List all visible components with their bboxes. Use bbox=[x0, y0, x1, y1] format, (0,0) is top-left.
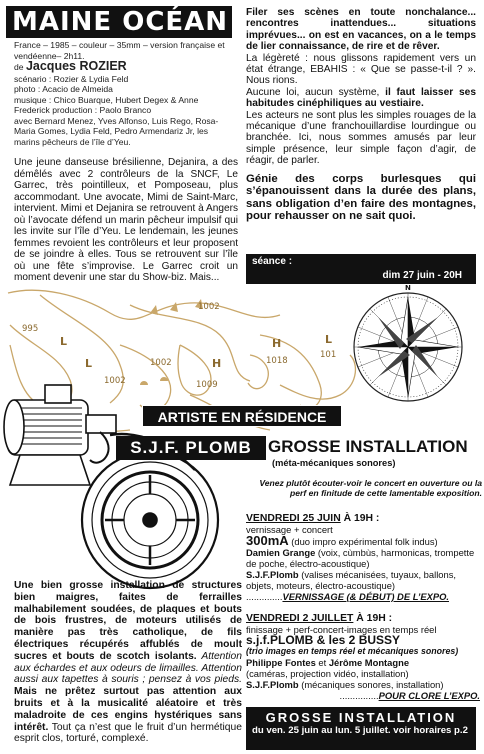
installation-headline: GROSSE INSTALLATION bbox=[268, 437, 468, 456]
isobar-label: 1002 bbox=[104, 376, 126, 386]
description-normal-1: Tout ça n’est que le fruit d’un hermétique esprit clos, torturé, complexé. bbox=[14, 721, 242, 745]
event-1-time: À 19H : bbox=[340, 513, 380, 524]
description-bold-1: Une bien grosse installation de structures bien maigres, faites de ferrailles malhabilement soudées, de plaques et bouts de bois frustres, de moteurs utilisés de manière pas très catholique, de fils électriques récupérés affublés de moult sucres et bouts de scotch isolants. bbox=[14, 580, 242, 662]
isobar-line bbox=[8, 290, 280, 319]
isobar-line bbox=[130, 305, 250, 381]
conjunction: et bbox=[315, 657, 329, 668]
performer-note: (mécaniques sonores, installation) bbox=[298, 679, 444, 690]
performer-name: 300mA bbox=[246, 533, 289, 548]
performer-note: (duo impro expérimental folk indus) bbox=[288, 536, 438, 547]
dot-leader: ............... bbox=[339, 690, 379, 701]
artist-in-residence-banner: ARTISTE EN RÉSIDENCE bbox=[142, 405, 342, 427]
event-1-performer-2 bbox=[246, 547, 480, 569]
event-1-type: vernissage + concert bbox=[246, 524, 333, 535]
film-details: France – 1985 – couleur – 35mm – version française et vendéenne– 2h11. bbox=[14, 40, 225, 61]
performer-name: Damien Grange bbox=[246, 547, 316, 558]
director-name: Jacques ROZIER bbox=[25, 59, 127, 73]
director-prefix: de bbox=[14, 62, 24, 72]
event-1-heading bbox=[246, 512, 480, 524]
film-crew-cast: scénario : Rozier & Lydia Feld photo : Acacio de Almeida musique : Chico Buarque, Hubert Degex & Anne Frederick production : Paolo Branco avec Bernard Menez, Yves Alfonso, Luis Rego, Rosa-Maria Gomes, Lydia Feld, Pedro Armendariz Jr, les marins pêcheurs de l’île d’Yeu. bbox=[14, 73, 219, 147]
event-2-heading bbox=[246, 612, 480, 624]
event-2-performer-3 bbox=[246, 679, 480, 690]
event-1-footer bbox=[246, 591, 480, 602]
event-2-performers bbox=[246, 657, 480, 668]
low-marker: L bbox=[60, 335, 68, 348]
critique-paragraph-3 bbox=[246, 87, 476, 110]
film-credits-block bbox=[14, 40, 236, 147]
front-triangles bbox=[150, 299, 203, 315]
critique-p3-start: Aucune loi, aucun système, bbox=[246, 86, 380, 98]
critique-p3-bold: il faut laisser ses habitudes cinéphiliques au vestiaire. bbox=[246, 86, 476, 110]
isobar-label: 1009 bbox=[196, 380, 218, 390]
footer-dates: du ven. 25 juin au lun. 5 juillet. voir horaires p.2 bbox=[252, 725, 468, 736]
installation-footer-box bbox=[246, 707, 476, 750]
event-2-time: À 19H : bbox=[353, 613, 393, 624]
artist-name-badge: S.J.F. PLOMB bbox=[116, 436, 266, 460]
critique-paragraph-2: La légèreté : nous glissons rapidement vers un état étrange, EBAHIS : « Que se passe-t-il ? ». Nous rions. bbox=[246, 52, 476, 87]
installation-invitation: Venez plutôt écouter-voir le concert en ouverture ou la perf en finitude de cette lamentable exposition. bbox=[259, 478, 482, 498]
film-synopsis: Une jeune danseuse brésilienne, Dejanira, a des démêlés avec 2 contrôleurs de la SNCF, Le Garrec, très pointilleux, et Pomposeau, plus accommodant. Une avocate, Mimi de Saint-Marc, intervient. Mimi et Dejanira se retrouvent à Angers où l’avocate défend un marin pêcheur impulsif qui les invite sur l’île d’Yeu. Le lendemain, les jeunes femmes revoient les contrôleurs et leur proposent de se joindre à elles. Tous se retrouvent sur l’île où une fête s’improvise. Le Garrec croit un moment devenir une star du Show-biz. Mais... bbox=[14, 157, 238, 283]
dot-leader: .............. bbox=[246, 591, 283, 602]
screening-label: séance : bbox=[252, 256, 293, 267]
film-director-line bbox=[14, 61, 236, 73]
isobar-label: 1002 bbox=[198, 302, 220, 312]
film-title: MAINE OCÉAN bbox=[6, 6, 232, 38]
isobar-label: 1002 bbox=[150, 358, 172, 368]
performer-name: Philippe Fontes bbox=[246, 657, 316, 668]
compass-rose-icon bbox=[354, 285, 462, 401]
critique-genie: Génie des corps burlesques qui s’épanouissent dans la durée des plans, sans obligation d’en faire des montagnes, pour rehausser on ne sait quoi. bbox=[246, 172, 476, 222]
critique-column bbox=[246, 7, 476, 222]
event-2-headliner: s.j.f.PLOMB & les 2 BUSSY bbox=[246, 633, 401, 647]
low-marker: L bbox=[85, 357, 93, 370]
performer-name: Jérôme Montagne bbox=[328, 657, 410, 668]
installation-description bbox=[14, 580, 242, 745]
isobar-label: 995 bbox=[22, 324, 39, 334]
event-2-headliner-note: (trio images en temps réel et mécaniques sonores) bbox=[246, 646, 459, 656]
screening-box bbox=[246, 254, 476, 284]
performer-name: S.J.F.Plomb bbox=[246, 679, 299, 690]
performer-note: (caméras, projection vidéo, installation) bbox=[246, 668, 409, 679]
low-marker: L bbox=[325, 333, 333, 346]
description-italic-1: Attention aux échardes et aux odeurs de limailles. Attention aussi aux tapettes à souris ; pensez à vos pieds. bbox=[14, 650, 242, 686]
high-marker: H bbox=[212, 357, 222, 370]
critique-paragraph-4: Les acteurs ne sont plus les simples rouages de la mécanique d’une franchouillardise lourdingue ou branchée. Ici, nous sommes amusés par leur simple présence, leur simple façon d’agir, de réagir, de parler. bbox=[246, 109, 476, 167]
event-2-day: VENDREDI 2 JUILLET bbox=[246, 613, 354, 624]
performer-note: (voix, cùmbùs, harmonicas, trompette de poche, électro-acoustique) bbox=[246, 547, 475, 569]
compass-north-label: N bbox=[405, 285, 411, 292]
event-1-performer-1 bbox=[246, 535, 480, 547]
performer-note: (valises mécanisées, tuyaux, ballons, objets, moteurs, électro-acoustique) bbox=[246, 569, 456, 591]
event-1-tagline: VERNISSAGE (& DÉBUT) DE L’EXPO. bbox=[282, 591, 449, 602]
spacer bbox=[246, 602, 480, 612]
event-1-performer-3 bbox=[246, 569, 480, 591]
program-schedule bbox=[246, 512, 480, 701]
screening-date: dim 27 juin - 20H bbox=[382, 270, 462, 281]
high-marker: H bbox=[272, 337, 282, 350]
isobar-label: 1018 bbox=[266, 356, 288, 366]
event-2-footer bbox=[246, 690, 480, 701]
installation-subtitle: (méta-mécaniques sonores) bbox=[272, 458, 396, 468]
isobar-line bbox=[280, 355, 355, 399]
description-bold-2: Mais ne prêtez surtout pas attention aux bruits et à la musicalité aléatoire et très maladroite de ces engins hystériques sans intérêt. bbox=[14, 686, 242, 733]
performer-name: S.J.F.Plomb bbox=[246, 569, 299, 580]
critique-intro: Filer ses scènes en toute nonchalance... rencontres inattendues... situations imprévues... on est en vacances, on a le temps de lier connaissance, de rire et de rêver. bbox=[246, 7, 476, 53]
front-semicircles bbox=[140, 377, 168, 385]
event-2-type: finissage + perf-concert-images en temps réel bbox=[246, 624, 437, 635]
pressure-code: 101 bbox=[320, 350, 337, 360]
event-1-day: VENDREDI 25 JUIN bbox=[246, 513, 341, 524]
footer-title: GROSSE INSTALLATION bbox=[265, 710, 457, 725]
event-2-tagline: POUR CLORE L’EXPO. bbox=[378, 690, 480, 701]
